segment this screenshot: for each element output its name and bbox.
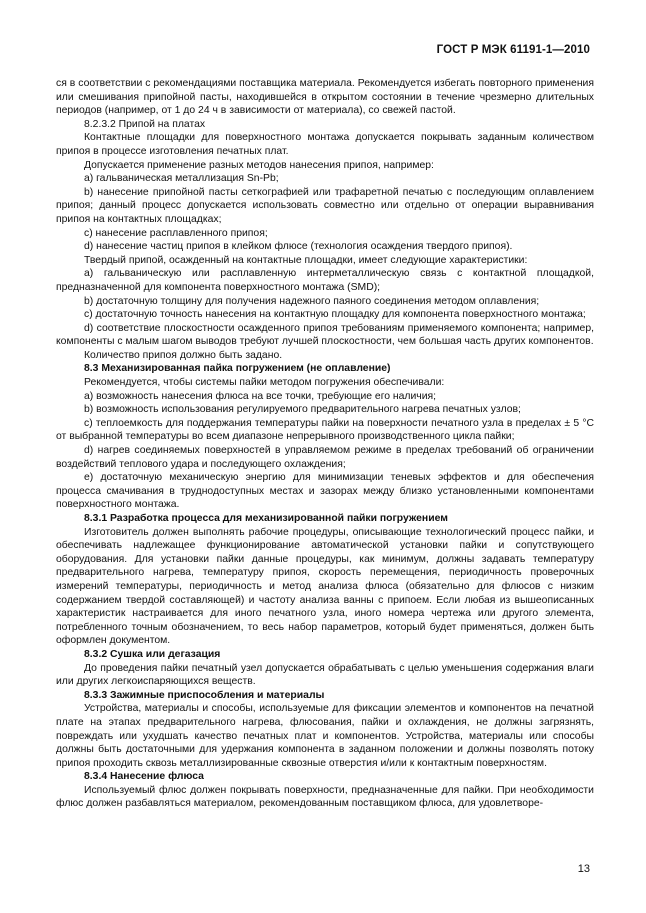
paragraph: а) гальваническая металлизация Sn-Pb;: [84, 173, 279, 185]
paragraph: b) нанесение припойной пасты сеткографией или трафаретной печатью с последующим оплавлением припоя; данный процесс допускается использовать совместно или отдельно от операции выравнивания припоя на контактных площадках;: [56, 186, 594, 225]
paragraph: b) возможность использования регулируемого предварительного нагрева печатных узлов;: [84, 404, 521, 416]
paragraph: Твердый припой, осажденный на контактные площадки, имеет следующие характеристики:: [84, 254, 528, 266]
paragraph: е) достаточную механическую энергию для минимизации теневых эффектов и для обеспечения процесса смачивания в труднодоступных местах и зазорах между близко установленными компонентами поверхностного монтажа.: [56, 472, 594, 511]
paragraph: с) нанесение расплавленного припоя;: [84, 227, 268, 239]
document-body: [56, 77, 594, 811]
paragraph: b) достаточную толщину для получения надежного паяного соединения методом оплавления;: [84, 295, 540, 307]
paragraph: До проведения пайки печатный узел допускается обрабатывать с целью уменьшения содержания влаги или других легкоиспаряющихся веществ.: [56, 662, 594, 688]
page-number: 13: [577, 863, 590, 875]
paragraph: d) соответствие плоскостности осажденного припоя требованиям применяемого компонента; например, компоненты с малым шагом выводов требуют лучшей плоскостности, чем большая часть других компонентов.: [56, 322, 594, 348]
paragraph: а) возможность нанесения флюса на все точки, требующие его наличия;: [84, 390, 437, 402]
section-heading: 8.3.1 Разработка процесса для механизированной пайки погружением: [84, 513, 448, 524]
paragraph: Рекомендуется, чтобы системы пайки методом погружения обеспечивали:: [84, 377, 445, 389]
paragraph: Количество припоя должно быть задано.: [84, 349, 283, 361]
paragraph: Допускается применение разных методов нанесения припоя, например:: [84, 159, 434, 171]
paragraph: d) нагрев соединяемых поверхностей в управляемом режиме в пределах требований об ограничении воздействий теплового удара и последующего охлаждения;: [56, 445, 594, 470]
paragraph: а) гальваническую или расплавленную интерметаллическую связь с контактной площадкой, предназначенной для компонента поверхностного монтажа (SMD);: [56, 268, 594, 293]
section-heading: 8.3.4 Нанесение флюса: [84, 771, 204, 783]
paragraph: Используемый флюс должен покрывать поверхности, предназначенные для пайки. При необходимости флюс должен разбавляться материалом, рекомендованным поставщиком флюса, для удовлетворе-: [56, 784, 594, 810]
paragraph: 8.2.3.2 Припой на платах: [84, 118, 206, 130]
paragraph: с) достаточную точность нанесения на контактную площадку для компонента поверхностного монтажа;: [84, 309, 586, 321]
paragraph: Изготовитель должен выполнять рабочие процедуры, описывающие технологический процесс пайки, и обеспечивать надлежащее функционирование автоматической установки пайки и сопутствующего оборудования. Для установки пайки данные процедуры, как минимум, должны задавать температуру предварительного нагрева, температуру припоя, скорость перемещения, периодичность проверочных измерений температуры, периодичность и метод анализа флюса (обязательно для флюсов с низким содержанием твердой составляющей) и частоту анализа ванны с припоем. Если любая из вышеописанных характеристик настраивается для иного печатного узла, иного номера чертежа или другого элемента, потребленного точным обозначением, то весь набор параметров, который будет применяться, должен быть оформлен документом.: [56, 526, 594, 647]
paragraph: с) теплоемкость для поддержания температуры пайки на поверхности печатного узла в пределах ± 5 °С от выбранной температуры во всем диапазоне непрерывного производственного цикла пайки;: [56, 417, 594, 443]
paragraph: Устройства, материалы и способы, используемые для фиксации элементов и компонентов на печатной плате на этапах предварительного нагрева, флюсования, пайки и охлаждения, не должны загрязнять, повреждать или ухудшать качество печатных плат и компонентов. Устройства, материалы или способы должны быть достаточными для удержания компонента в заданном положении и должны позволять потоку припоя проходить сквозь металлизированные сквозные отверстия и/или к контактным поверхностям.: [56, 703, 594, 769]
document-header-title: ГОСТ Р МЭК 61191-1—2010: [436, 44, 590, 56]
paragraph: ся в соответствии с рекомендациями поставщика материала. Рекомендуется избегать повторного применения или смешивания припойной пасты, находившейся в открытом состоянии в течение чрезмерно длительных периодов (например, от 1 до 24 ч в зависимости от материала), со свежей пастой.: [56, 78, 594, 117]
paragraph: d) нанесение частиц припоя в клейком флюсе (технология осаждения твердого припоя).: [84, 241, 513, 253]
section-heading: 8.3 Механизированная пайка погружением (не оплавление): [84, 363, 391, 375]
section-heading: 8.3.3 Зажимные приспособления и материалы: [84, 689, 325, 701]
paragraph: Контактные площадки для поверхностного монтажа допускается покрывать заданным количеством припоя в процессе изготовления печатных плат.: [56, 132, 594, 157]
section-heading: 8.3.2 Сушка или дегазация: [84, 648, 221, 660]
